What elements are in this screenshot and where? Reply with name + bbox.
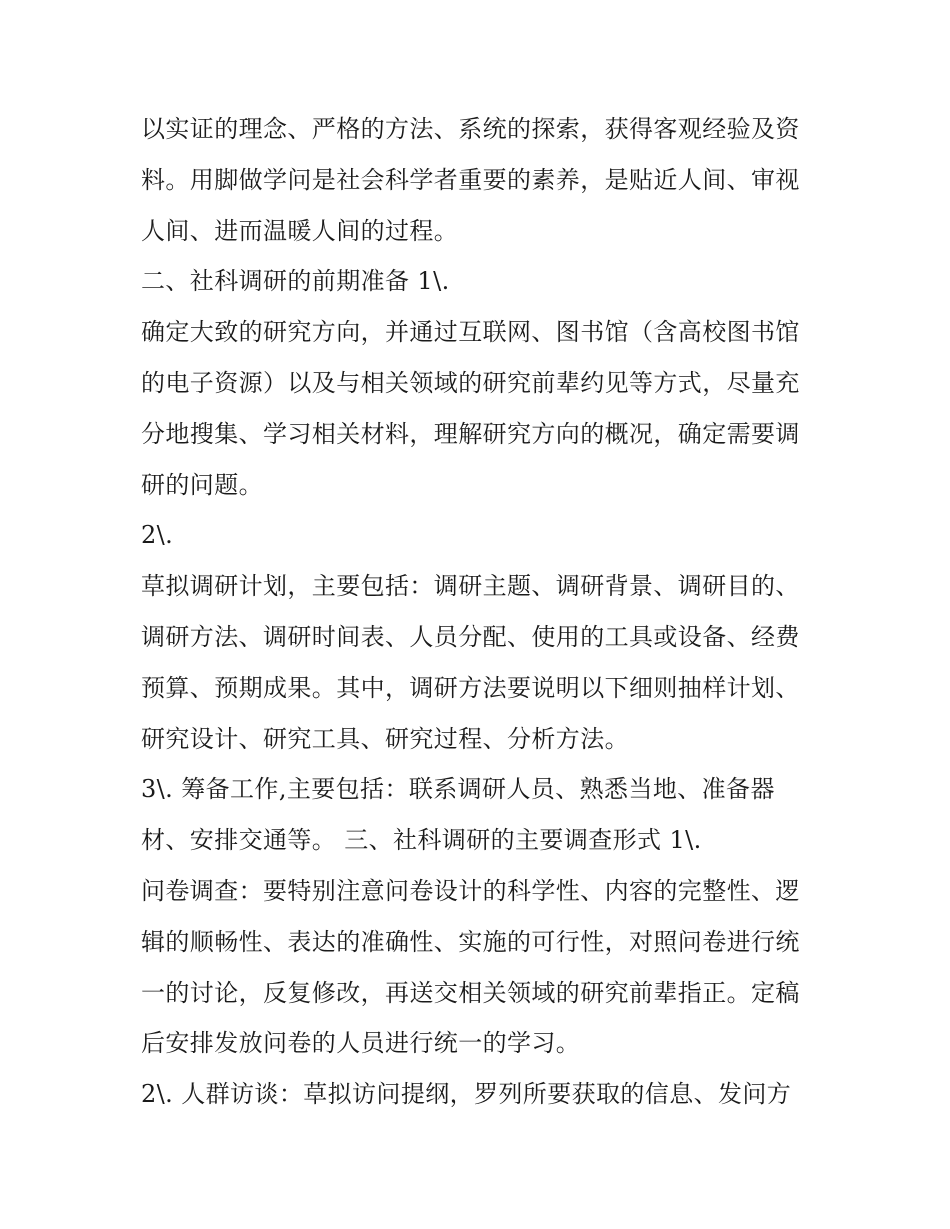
text-line: 3\. 筹备工作,主要包括：联系调研人员、熟悉当地、准备器 (141, 775, 775, 804)
text-line: 分地搜集、学习相关材料，理解研究方向的概况，确定需要调 (141, 419, 800, 448)
text-line: 调研方法、调研时间表、人员分配、使用的工具或设备、经费 (141, 622, 800, 651)
text-line: 研的问题。 (141, 470, 263, 499)
text-line: 人间、进而温暖人间的过程。 (141, 216, 459, 245)
text-line: 后安排发放问卷的人员进行统一的学习。 (141, 1029, 581, 1058)
text-line: 辑的顺畅性、表达的准确性、实施的可行性，对照问卷进行统 (141, 927, 800, 956)
text-line: 确定大致的研究方向，并通过互联网、图书馆（含高校图书馆 (141, 318, 800, 347)
text-line: 料。用脚做学问是社会科学者重要的素养，是贴近人间、审视 (141, 165, 800, 194)
text-line: 研究设计、研究工具、研究过程、分析方法。 (141, 724, 629, 753)
list-number: 2\. (141, 521, 174, 550)
text-line: 草拟调研计划，主要包括：调研主题、调研背景、调研目的、 (141, 572, 800, 601)
text-line: 问卷调查：要特别注意问卷设计的科学性、内容的完整性、逻 (141, 876, 800, 905)
text-line: 材、安排交通等。 三、社科调研的主要调查形式 1\. (141, 826, 702, 855)
section-heading: 二、社科调研的前期准备 1\. (141, 267, 450, 296)
text-line: 一的讨论，反复修改，再送交相关领域的研究前辈指正。定稿 (141, 978, 800, 1007)
text-line: 以实证的理念、严格的方法、系统的探索，获得客观经验及资 (141, 115, 800, 143)
text-line: 预算、预期成果。其中，调研方法要说明以下细则抽样计划、 (141, 673, 800, 702)
text-line: 2\. 人群访谈：草拟访问提纲，罗列所要获取的信息、发问方 (141, 1080, 792, 1109)
text-line: 的电子资源）以及与相关领域的研究前辈约见等方式，尽量充 (141, 368, 800, 397)
document-body (141, 104, 821, 1120)
